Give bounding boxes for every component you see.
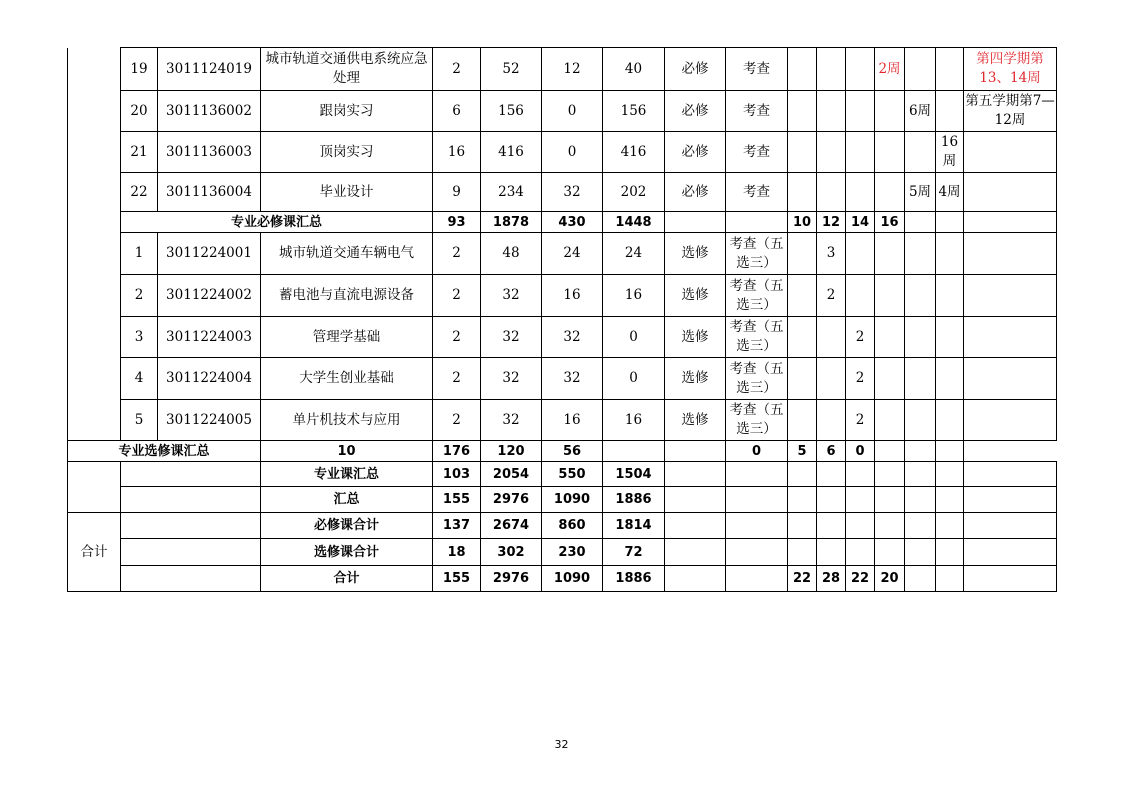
semester-1: [788, 539, 817, 566]
semester-5: [905, 275, 936, 317]
subtotal-row-required: [68, 212, 1057, 233]
semester-5: [905, 539, 936, 566]
assessment: [726, 513, 788, 539]
total-hours: 416: [481, 132, 542, 173]
semester-3: [846, 233, 875, 275]
total-hours: 32: [481, 275, 542, 317]
assessment: 考查（五选三）: [726, 233, 788, 275]
practice-hours: 24: [603, 233, 665, 275]
semester-5: [905, 462, 936, 487]
semester-2: 5: [788, 441, 817, 462]
table-row: [68, 233, 1057, 275]
semester-6: [936, 513, 964, 539]
remark: [964, 233, 1057, 275]
course-code: 3011224001: [158, 233, 261, 275]
semester-6: [936, 566, 964, 592]
credits: 155: [433, 566, 481, 592]
page-number: 32: [554, 738, 569, 751]
credits: 2: [433, 48, 481, 91]
theory-hours: 32: [542, 358, 603, 400]
semester-3: [846, 275, 875, 317]
semester-1: [788, 48, 817, 91]
theory-hours: 550: [542, 462, 603, 487]
semester-1: [788, 400, 817, 441]
blank-cell: [121, 539, 261, 566]
assessment: 考查（五选三）: [726, 275, 788, 317]
total-label: 必修课合计: [261, 513, 433, 539]
practice-hours: 16: [603, 400, 665, 441]
semester-4: [875, 539, 905, 566]
practice-hours: 56: [542, 441, 603, 462]
semester-5: [905, 487, 936, 513]
credits: 6: [433, 91, 481, 132]
course-no: 4: [121, 358, 158, 400]
practice-hours: 202: [603, 173, 665, 212]
course-no: 1: [121, 233, 158, 275]
blank-cell: [121, 513, 261, 539]
practice-hours: 416: [603, 132, 665, 173]
course-name: 城市轨道交通车辆电气: [261, 233, 433, 275]
subtotal-row-all: [68, 487, 1057, 513]
semester-1: [788, 462, 817, 487]
semester-4: [875, 462, 905, 487]
credits: 2: [433, 400, 481, 441]
semester-5: [905, 358, 936, 400]
course-code: 3011124019: [158, 48, 261, 91]
course-type: [665, 566, 726, 592]
semester-2: [817, 173, 846, 212]
category-cell: [68, 48, 121, 441]
practice-hours: 0: [603, 317, 665, 358]
course-no: 3: [121, 317, 158, 358]
table-row: [68, 91, 1057, 132]
subtotal-row-major: [68, 462, 1057, 487]
theory-hours: 860: [542, 513, 603, 539]
semester-4: [875, 317, 905, 358]
semester-5: [905, 212, 936, 233]
credits: 10: [261, 441, 433, 462]
subtotal-label: 专业课汇总: [261, 462, 433, 487]
credits: 137: [433, 513, 481, 539]
remark: [964, 317, 1057, 358]
semester-3: [846, 48, 875, 91]
semester-5: 6周: [905, 91, 936, 132]
credits: 2: [433, 233, 481, 275]
course-code: 3011224005: [158, 400, 261, 441]
semester-6: [936, 358, 964, 400]
semester-6: [936, 539, 964, 566]
total-row-elective: [68, 539, 1057, 566]
semester-5: [905, 317, 936, 358]
semester-6: 16周: [936, 132, 964, 173]
semester-4: 20: [875, 566, 905, 592]
total-hours: 156: [481, 91, 542, 132]
subtotal-label: 专业必修课汇总: [121, 212, 433, 233]
semester-2: [817, 513, 846, 539]
total-hours: 302: [481, 539, 542, 566]
semester-3: 2: [846, 358, 875, 400]
total-group-label: 合计: [68, 513, 121, 592]
total-label: 选修课合计: [261, 539, 433, 566]
theory-hours: 0: [542, 91, 603, 132]
semester-3: [846, 539, 875, 566]
theory-hours: 32: [542, 317, 603, 358]
course-code: 3011224003: [158, 317, 261, 358]
semester-6: [936, 275, 964, 317]
semester-1: [788, 233, 817, 275]
total-hours: 32: [481, 400, 542, 441]
semester-2: [817, 132, 846, 173]
total-label: 合计: [261, 566, 433, 592]
remark: [964, 173, 1057, 212]
credits: 9: [433, 173, 481, 212]
course-code: 3011224002: [158, 275, 261, 317]
credits: 2: [433, 317, 481, 358]
total-hours: 2976: [481, 566, 542, 592]
theory-hours: 16: [542, 400, 603, 441]
semester-2: [817, 91, 846, 132]
course-type: 选修: [665, 358, 726, 400]
assessment: [726, 212, 788, 233]
total-hours: 234: [481, 173, 542, 212]
theory-hours: 1090: [542, 566, 603, 592]
practice-hours: 0: [603, 358, 665, 400]
remark: [964, 539, 1057, 566]
course-type: 选修: [665, 317, 726, 358]
semester-1: 0: [726, 441, 788, 462]
semester-5: [875, 441, 905, 462]
category-cell: [68, 462, 121, 513]
total-row-grand: [68, 566, 1057, 592]
semester-3: 2: [846, 317, 875, 358]
semester-3: [846, 173, 875, 212]
total-hours: 1878: [481, 212, 542, 233]
practice-hours: 1504: [603, 462, 665, 487]
semester-2: [817, 48, 846, 91]
semester-1: [788, 513, 817, 539]
semester-6: [936, 462, 964, 487]
semester-2: [817, 462, 846, 487]
semester-2: 28: [817, 566, 846, 592]
course-type: 必修: [665, 91, 726, 132]
practice-hours: 156: [603, 91, 665, 132]
assessment: [665, 441, 726, 462]
remark: [964, 132, 1057, 173]
semester-4: [875, 513, 905, 539]
theory-hours: 1090: [542, 487, 603, 513]
semester-4: [875, 132, 905, 173]
semester-2: 2: [817, 275, 846, 317]
practice-hours: 1814: [603, 513, 665, 539]
semester-2: [817, 400, 846, 441]
course-code: 3011224004: [158, 358, 261, 400]
semester-4: [875, 275, 905, 317]
total-hours: 52: [481, 48, 542, 91]
semester-3: 6: [817, 441, 846, 462]
theory-hours: 12: [542, 48, 603, 91]
total-hours: 32: [481, 317, 542, 358]
course-name: 管理学基础: [261, 317, 433, 358]
semester-6: [936, 400, 964, 441]
theory-hours: 430: [542, 212, 603, 233]
remark: [964, 400, 1057, 441]
remark: 第五学期第7—12周: [964, 91, 1057, 132]
course-name: 毕业设计: [261, 173, 433, 212]
course-type: [665, 539, 726, 566]
semester-4: [875, 233, 905, 275]
semester-5: [905, 132, 936, 173]
semester-5: [905, 566, 936, 592]
semester-6: [936, 487, 964, 513]
assessment: 考查: [726, 48, 788, 91]
theory-hours: 0: [542, 132, 603, 173]
semester-6: 4周: [936, 173, 964, 212]
remark: [964, 212, 1057, 233]
semester-4: 2周: [875, 48, 905, 91]
semester-2: [817, 487, 846, 513]
course-no: 21: [121, 132, 158, 173]
semester-4: [875, 173, 905, 212]
course-code: 3011136004: [158, 173, 261, 212]
curriculum-table: [67, 47, 1057, 592]
semester-5: [905, 400, 936, 441]
semester-3: 22: [846, 566, 875, 592]
semester-5: [905, 233, 936, 275]
course-no: 19: [121, 48, 158, 91]
semester-6: [936, 317, 964, 358]
semester-3: [846, 132, 875, 173]
course-name: 跟岗实习: [261, 91, 433, 132]
theory-hours: 120: [481, 441, 542, 462]
practice-hours: 16: [603, 275, 665, 317]
course-name: 城市轨道交通供电系统应急处理: [261, 48, 433, 91]
total-hours: 32: [481, 358, 542, 400]
assessment: 考查: [726, 132, 788, 173]
course-name: 单片机技术与应用: [261, 400, 433, 441]
semester-2: 12: [817, 212, 846, 233]
semester-1: 10: [788, 212, 817, 233]
assessment: 考查（五选三）: [726, 358, 788, 400]
practice-hours: 40: [603, 48, 665, 91]
table-row: [68, 275, 1057, 317]
course-name: 蓄电池与直流电源设备: [261, 275, 433, 317]
credits: 2: [433, 358, 481, 400]
semester-3: 2: [846, 400, 875, 441]
course-type: [665, 513, 726, 539]
table-row: [68, 132, 1057, 173]
practice-hours: 1886: [603, 487, 665, 513]
semester-6: [936, 48, 964, 91]
course-no: 20: [121, 91, 158, 132]
total-hours: 48: [481, 233, 542, 275]
course-no: 2: [121, 275, 158, 317]
credits: 103: [433, 462, 481, 487]
theory-hours: 16: [542, 275, 603, 317]
semester-1: [788, 358, 817, 400]
course-type: 必修: [665, 48, 726, 91]
blank-cell: [121, 462, 261, 487]
course-name: 大学生创业基础: [261, 358, 433, 400]
assessment: [726, 462, 788, 487]
blank-cell: [121, 487, 261, 513]
semester-1: [788, 487, 817, 513]
remark: 第四学期第13、14周: [964, 48, 1057, 91]
semester-4: [875, 487, 905, 513]
subtotal-label: 专业选修课汇总: [68, 441, 261, 462]
assessment: 考查（五选三）: [726, 400, 788, 441]
semester-1: [788, 173, 817, 212]
credits: 16: [433, 132, 481, 173]
semester-3: 14: [846, 212, 875, 233]
semester-1: [788, 275, 817, 317]
table-row: [68, 400, 1057, 441]
subtotal-row-elective: [68, 441, 1057, 462]
total-hours: 2976: [481, 487, 542, 513]
credits: 93: [433, 212, 481, 233]
theory-hours: 230: [542, 539, 603, 566]
assessment: 考查: [726, 173, 788, 212]
semester-2: 3: [817, 233, 846, 275]
semester-4: 16: [875, 212, 905, 233]
total-row-required: [68, 513, 1057, 539]
assessment: [726, 539, 788, 566]
semester-5: 5周: [905, 173, 936, 212]
remark: [964, 462, 1057, 487]
table-row: [68, 173, 1057, 212]
semester-3: [846, 487, 875, 513]
course-type: 必修: [665, 132, 726, 173]
assessment: [726, 566, 788, 592]
remark: [964, 358, 1057, 400]
semester-2: [817, 317, 846, 358]
semester-2: [817, 358, 846, 400]
semester-1: 22: [788, 566, 817, 592]
course-no: 22: [121, 173, 158, 212]
remark: [964, 487, 1057, 513]
theory-hours: 24: [542, 233, 603, 275]
semester-2: [817, 539, 846, 566]
semester-1: [788, 91, 817, 132]
course-type: [603, 441, 665, 462]
semester-6: [936, 233, 964, 275]
semester-5: [905, 48, 936, 91]
table-row: [68, 48, 1057, 91]
table-row: [68, 317, 1057, 358]
semester-3: [846, 91, 875, 132]
practice-hours: 1886: [603, 566, 665, 592]
blank-cell: [121, 566, 261, 592]
semester-6: [936, 91, 964, 132]
semester-4: [875, 358, 905, 400]
remark: [964, 513, 1057, 539]
subtotal-label: 汇总: [261, 487, 433, 513]
assessment: 考查: [726, 91, 788, 132]
practice-hours: 1448: [603, 212, 665, 233]
table-row: [68, 358, 1057, 400]
semester-4: [875, 400, 905, 441]
total-hours: 176: [433, 441, 481, 462]
course-code: 3011136002: [158, 91, 261, 132]
assessment: [726, 487, 788, 513]
credits: 18: [433, 539, 481, 566]
remark: [936, 441, 964, 462]
practice-hours: 72: [603, 539, 665, 566]
course-code: 3011136003: [158, 132, 261, 173]
total-hours: 2674: [481, 513, 542, 539]
remark: [964, 566, 1057, 592]
total-hours: 2054: [481, 462, 542, 487]
assessment: 考查（五选三）: [726, 317, 788, 358]
theory-hours: 32: [542, 173, 603, 212]
semester-4: 0: [846, 441, 875, 462]
credits: 2: [433, 275, 481, 317]
semester-4: [875, 91, 905, 132]
course-type: [665, 462, 726, 487]
semester-6: [936, 212, 964, 233]
semester-3: [846, 513, 875, 539]
course-type: 必修: [665, 173, 726, 212]
semester-6: [905, 441, 936, 462]
course-type: 选修: [665, 275, 726, 317]
course-type: [665, 487, 726, 513]
semester-1: [788, 317, 817, 358]
course-type: 选修: [665, 400, 726, 441]
semester-1: [788, 132, 817, 173]
semester-5: [905, 513, 936, 539]
course-no: 5: [121, 400, 158, 441]
remark: [964, 275, 1057, 317]
course-name: 顶岗实习: [261, 132, 433, 173]
course-type: 选修: [665, 233, 726, 275]
semester-3: [846, 462, 875, 487]
credits: 155: [433, 487, 481, 513]
course-type: [665, 212, 726, 233]
